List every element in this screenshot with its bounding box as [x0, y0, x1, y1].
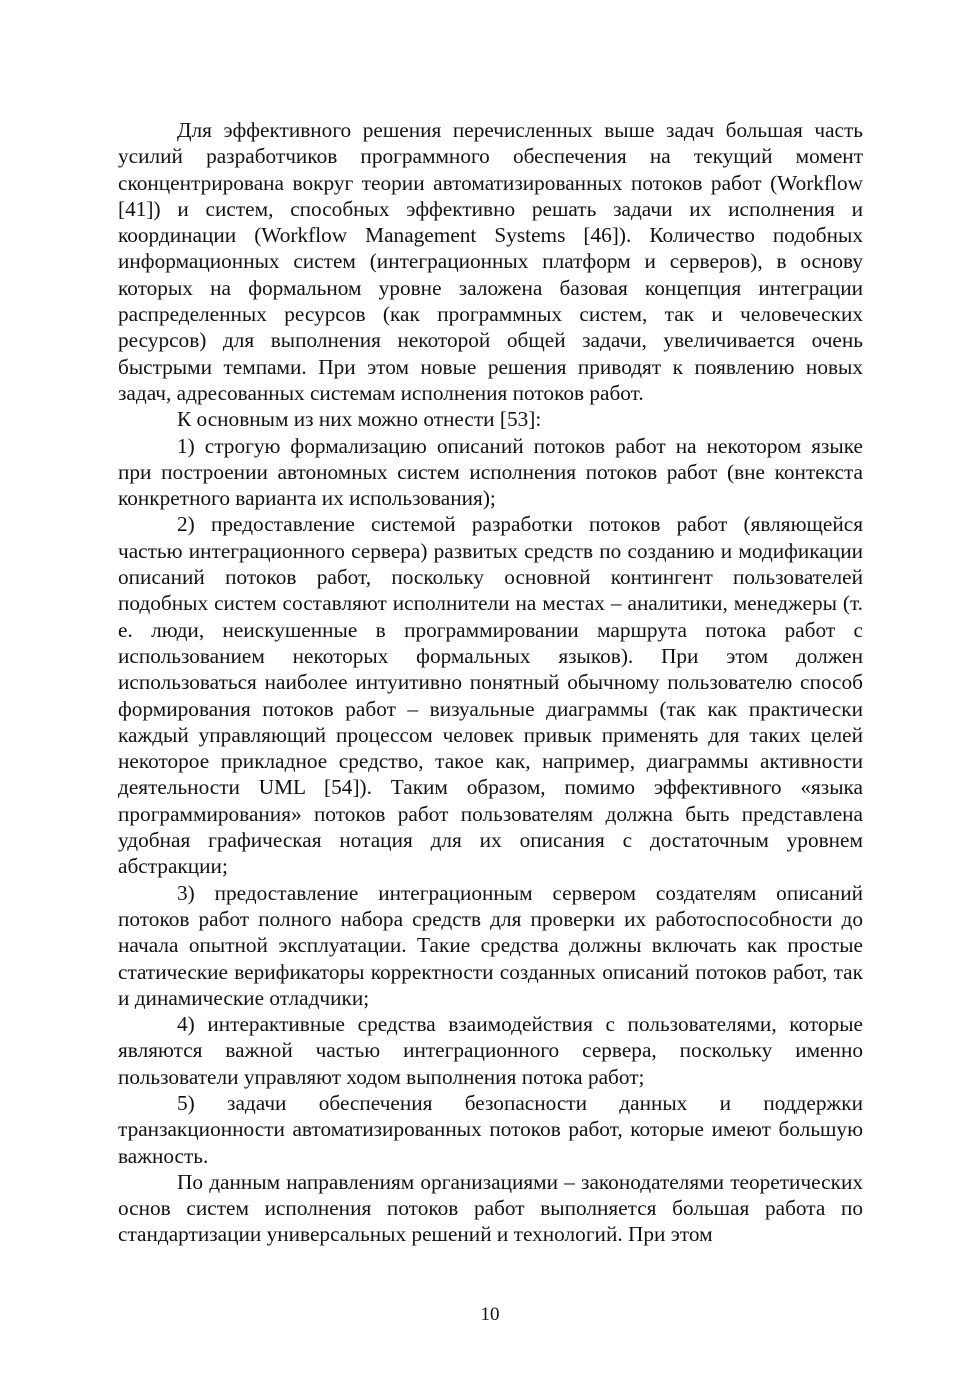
page-number: 10 [480, 1304, 500, 1325]
list-item-2: 2) предоставление системой разработки потоков работ (являющейся частью интеграционного сервера) развитых средств по созданию и модификации описаний потоков работ, поскольку основной контингент пользователей подобных систем составляют исполнители на местах – аналитики, менеджеры (т. е. люди, неискушенные в программировании маршрута потока работ с использованием некоторых формальных языков). При этом должен использоваться наиболее интуитивно понятный обычному пользователю способ формирования потоков работ – визуальные диаграммы (так как практически каждый управляющий процессом человек привык применять для таких целей некоторое прикладное средство, такое как, например, диаграммы активности деятельности UML [54]). Таким образом, помимо эффективного «языка программирования» потоков работ пользователям должна быть представлена удобная графическая нотация для их описания с достаточным уровнем абстракции; [118, 512, 863, 879]
paragraph-intro: Для эффективного решения перечисленных выше задач большая часть усилий разработчиков программного обеспечения на текущий момент сконцентрирована вокруг теории автоматизированных потоков работ (Workflow [41]) и систем, способных эффективно решать задачи их исполнения и координации (Workflow Management Systems [46]). Количество подобных информационных систем (интеграционных платформ и серверов), в основу которых на формальном уровне заложена базовая концепция интеграции распределенных ресурсов (как программных систем, так и человеческих ресурсов) для выполнения некоторой общей задачи, увеличивается очень быстрыми темпами. При этом новые решения приводят к появлению новых задач, адресованных системам исполнения потоков работ. [118, 118, 863, 405]
list-item-5: 5) задачи обеспечения безопасности данных и поддержки транзакционности автоматизированных потоков работ, которые имеют большую важность. [118, 1090, 863, 1168]
list-item-3: 3) предоставление интеграционным сервером создателям описаний потоков работ полного набора средств для проверки их работоспособности до начала опытной эксплуатации. Такие средства должны включать как простые статические верификаторы корректности созданных описаний потоков работ, так и динамические отладчики; [118, 880, 863, 1010]
list-item-1: 1) строгую формализацию описаний потоков работ на некотором языке при построении автономных систем исполнения потоков работ (вне контекста конкретного варианта их использования); [118, 433, 863, 511]
body-text [118, 117, 863, 1248]
paragraph-list-lead: К основным из них можно отнести [53]: [177, 407, 542, 432]
list-item-4: 4) интерактивные средства взаимодействия с пользователями, которые являются важной частью интеграционного сервера, поскольку именно пользователи управляют ходом выполнения потока работ; [118, 1012, 863, 1089]
paragraph-closing: По данным направлениям организациями – законодателями теоретических основ систем исполнения потоков работ выполняется большая работа по стандартизации универсальных решений и технологий. При этом [118, 1169, 863, 1247]
